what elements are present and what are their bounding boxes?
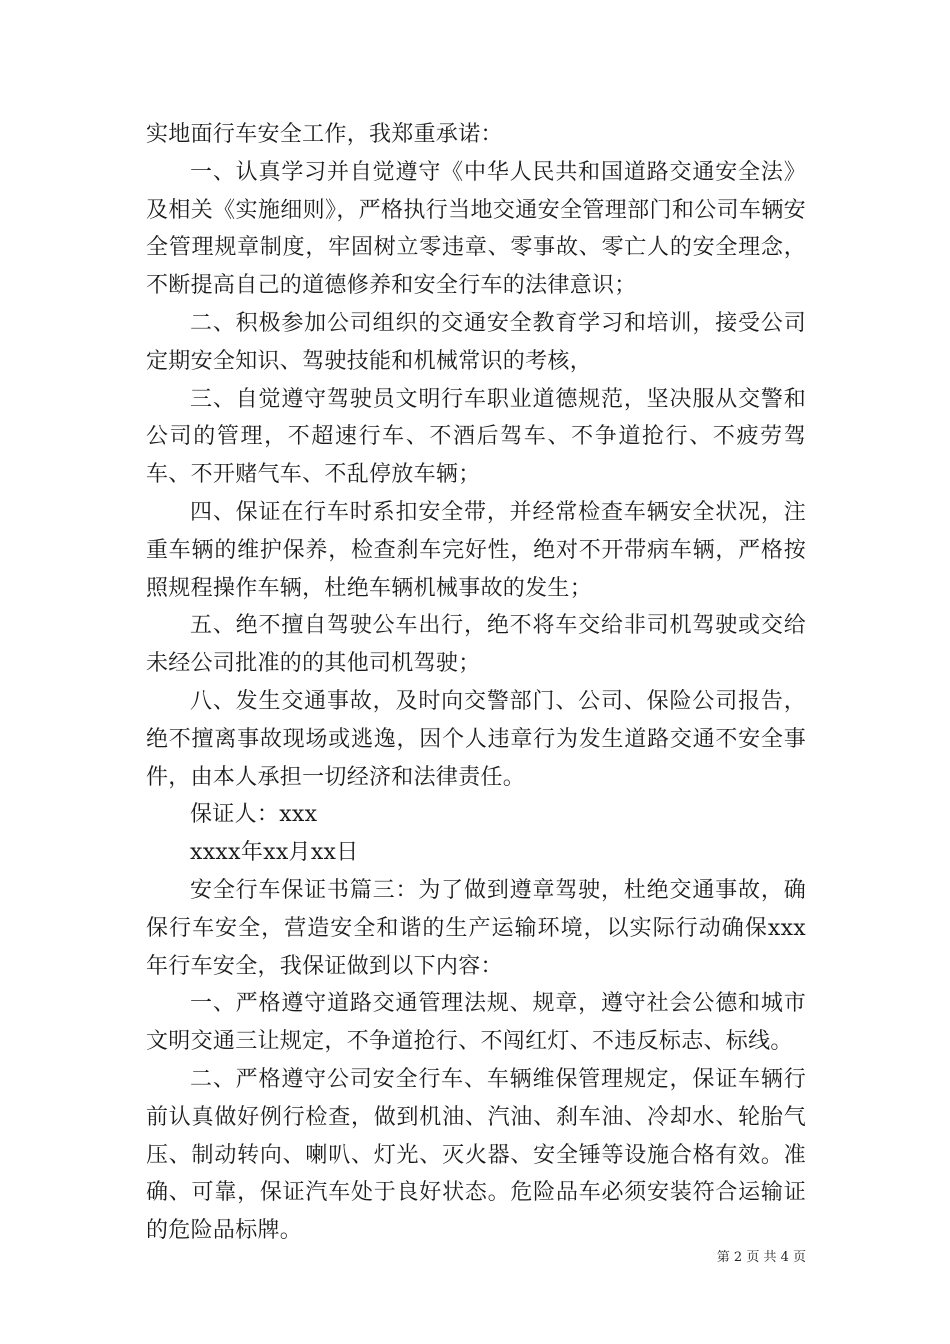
paragraph-2: 一、认真学习并自觉遵守《中华人民共和国道路交通安全法》及相关《实施细则》，严格执行当地交通安全管理部门和公司车辆安全管理规章制度，牢固树立零违章、零事故、零亡人的安全理念，不断提高自己的道德修养和安全行车的法律意识；	[146, 159, 806, 299]
paragraph-section-three: 安全行车保证书篇三：为了做到遵章驾驶，杜绝交通事故，确保行车安全，营造安全和谐的生产运输环境，以实际行动确保xxx年行车安全，我保证做到以下内容：	[146, 877, 806, 979]
date-line: xxxx年xx月xx日	[190, 840, 359, 866]
paragraph-5: 四、保证在行车时系扣安全带，并经常检查车辆安全状况，注重车辆的维护保养，检查刹车完好性，绝对不开带病车辆，严格按照规程操作车辆，杜绝车辆机械事故的发生；	[146, 499, 806, 601]
paragraph-1: 实地面行车安全工作，我郑重承诺：	[146, 122, 503, 147]
paragraph-3: 二、积极参加公司组织的交通安全教育学习和培训，接受公司定期安全知识、驾驶技能和机械常识的考核，	[146, 310, 806, 374]
page-number: 第 2 页 共 4 页	[716, 1250, 806, 1265]
paragraph-4: 三、自觉遵守驾驶员文明行车职业道德规范，坚决服从交警和公司的管理，不超速行车、不酒后驾车、不争道抢行、不疲劳驾车、不开赌气车、不乱停放车辆；	[146, 386, 806, 488]
paragraph-11: 一、严格遵守道路交通管理法规、规章，遵守社会公德和城市文明交通三让规定，不争道抢行、不闯红灯、不违反标志、标线。	[146, 991, 806, 1055]
guarantor-line: 保证人：xxx	[190, 802, 318, 828]
paragraph-6: 五、绝不擅自驾驶公车出行，绝不将车交给非司机驾驶或交给未经公司批准的的其他司机驾驶；	[146, 613, 806, 677]
document-body	[146, 116, 806, 1250]
paragraph-12: 二、严格遵守公司安全行车、车辆维保管理规定，保证车辆行前认真做好例行检查，做到机油、汽油、刹车油、冷却水、轮胎气压、制动转向、喇叭、灯光、灭火器、安全锤等设施合格有效。准确、可靠，保证汽车处于良好状态。危险品车必须安装符合运输证的危险品标牌。	[146, 1066, 806, 1244]
paragraph-7: 八、发生交通事故，及时向交警部门、公司、保险公司报告，绝不擅离事故现场或逃逸，因个人违章行为发生道路交通不安全事件，由本人承担一切经济和法律责任。	[146, 688, 806, 790]
